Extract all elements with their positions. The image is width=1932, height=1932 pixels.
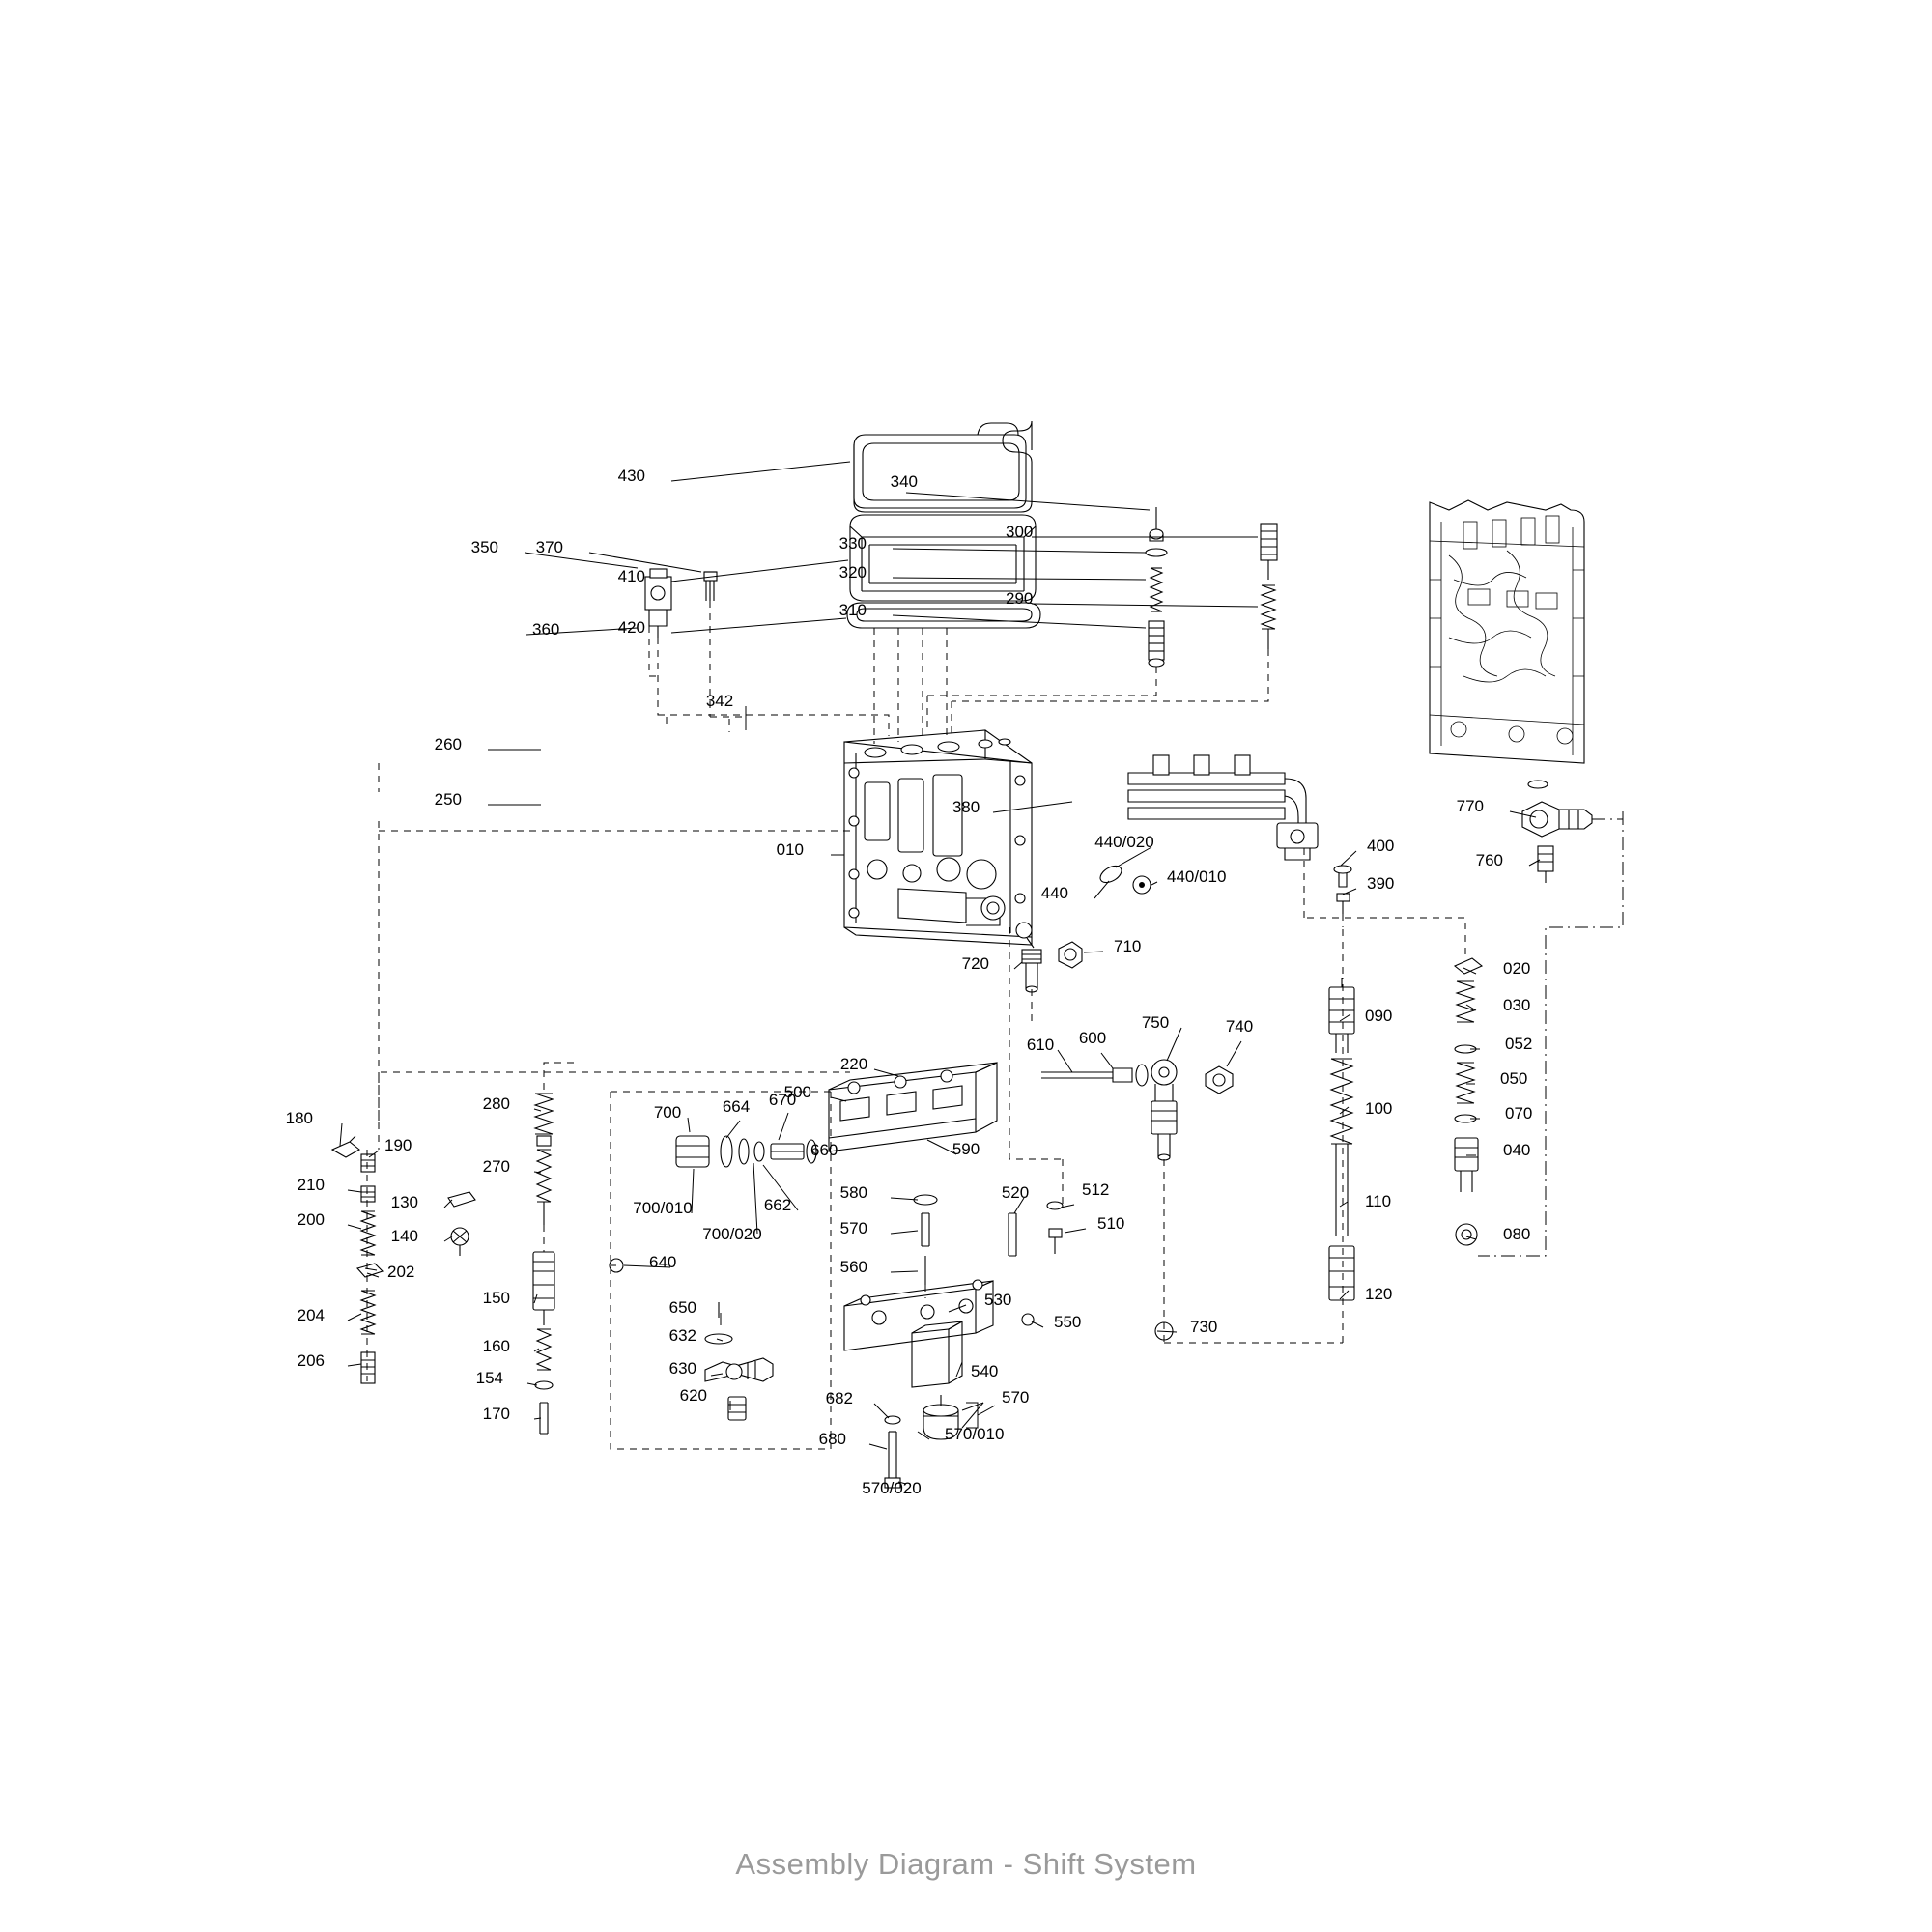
- callout-510: 510: [1097, 1214, 1125, 1233]
- callout-662: 662: [763, 1196, 792, 1214]
- callout-280: 280: [482, 1094, 510, 1113]
- callout-180: 180: [285, 1109, 313, 1127]
- callout-760: 760: [1475, 851, 1503, 869]
- callout-570-b: 570: [1002, 1388, 1030, 1406]
- part-wiring-harness-380: [1128, 755, 1318, 860]
- callout-320: 320: [838, 563, 867, 582]
- callout-440-020: 440/020: [1094, 833, 1154, 851]
- callout-100: 100: [1365, 1099, 1393, 1118]
- callout-120: 120: [1365, 1285, 1393, 1303]
- callout-390: 390: [1367, 874, 1395, 893]
- callout-600: 600: [1078, 1029, 1107, 1047]
- callout-380: 380: [952, 798, 980, 816]
- part-control-plate-right: [1430, 500, 1584, 763]
- part-column-left: [332, 1136, 383, 1383]
- callout-400: 400: [1367, 837, 1395, 855]
- callout-560: 560: [839, 1258, 867, 1276]
- part-group-solenoid-350: [645, 569, 717, 638]
- callout-202: 202: [387, 1263, 415, 1281]
- part-main-valve-housing: [844, 730, 1032, 945]
- callout-200: 200: [297, 1210, 325, 1229]
- part-group-750-740: [1151, 1060, 1233, 1160]
- callout-190: 190: [384, 1136, 412, 1154]
- callout-300: 300: [1006, 523, 1034, 541]
- callout-660: 660: [810, 1141, 838, 1159]
- callout-700-010: 700/010: [633, 1199, 693, 1217]
- callout-710: 710: [1114, 937, 1142, 955]
- callout-220: 220: [839, 1055, 868, 1073]
- callout-520: 520: [1001, 1183, 1030, 1202]
- callout-500: 500: [783, 1083, 811, 1101]
- callout-700: 700: [653, 1103, 682, 1122]
- assembly-guide-lines: [367, 601, 1623, 1449]
- callout-770: 770: [1456, 797, 1484, 815]
- part-plate-220: [829, 1063, 997, 1151]
- callout-260: 260: [434, 735, 462, 753]
- callout-080: 080: [1503, 1225, 1531, 1243]
- callout-430: 430: [617, 467, 645, 485]
- callout-010: 010: [776, 840, 804, 859]
- part-group-400-390: [1334, 866, 1351, 914]
- callout-030: 030: [1503, 996, 1531, 1014]
- callout-050: 050: [1500, 1069, 1528, 1088]
- callout-020: 020: [1503, 959, 1531, 978]
- callout-420: 420: [617, 618, 645, 637]
- callout-340: 340: [890, 472, 918, 491]
- callout-630: 630: [668, 1359, 696, 1378]
- callout-620: 620: [679, 1386, 707, 1405]
- callout-310: 310: [838, 601, 867, 619]
- callout-750: 750: [1141, 1013, 1170, 1032]
- part-group-center: [844, 1195, 1063, 1488]
- callout-410: 410: [617, 567, 645, 585]
- callout-440: 440: [1040, 884, 1068, 902]
- callout-512: 512: [1082, 1180, 1110, 1199]
- callout-140: 140: [390, 1227, 418, 1245]
- callout-154: 154: [475, 1369, 503, 1387]
- part-column-090: [1329, 978, 1354, 1300]
- callout-360: 360: [532, 620, 560, 639]
- callout-590: 590: [952, 1140, 980, 1158]
- callout-570-010: 570/010: [945, 1425, 1005, 1443]
- callout-670: 670: [768, 1091, 797, 1109]
- callout-204: 204: [297, 1306, 325, 1324]
- callout-650: 650: [668, 1298, 696, 1317]
- callout-682: 682: [825, 1389, 853, 1407]
- callout-700-020: 700/020: [702, 1225, 762, 1243]
- callout-570-020: 570/020: [862, 1479, 922, 1497]
- callout-730: 730: [1190, 1318, 1218, 1336]
- callout-640: 640: [649, 1253, 677, 1271]
- part-group-720-710: [1016, 923, 1082, 992]
- figure-caption: Assembly Diagram - Shift System: [735, 1847, 1197, 1881]
- callout-342: 342: [705, 692, 734, 710]
- callout-250: 250: [434, 790, 462, 809]
- callout-610: 610: [1026, 1036, 1055, 1054]
- callout-040: 040: [1503, 1141, 1531, 1159]
- part-column-far-right: [1455, 958, 1482, 1245]
- callout-530: 530: [984, 1291, 1012, 1309]
- callout-052: 052: [1505, 1035, 1533, 1053]
- callout-740: 740: [1225, 1017, 1254, 1036]
- callout-070: 070: [1505, 1104, 1533, 1122]
- callout-570: 570: [839, 1219, 867, 1237]
- callout-270: 270: [482, 1157, 510, 1176]
- callout-540: 540: [971, 1362, 999, 1380]
- callout-150: 150: [482, 1289, 510, 1307]
- callout-130: 130: [390, 1193, 418, 1211]
- callout-550: 550: [1054, 1313, 1082, 1331]
- callout-440-010: 440/010: [1167, 867, 1227, 886]
- callout-210: 210: [297, 1176, 325, 1194]
- callout-680: 680: [818, 1430, 846, 1448]
- callout-206: 206: [297, 1351, 325, 1370]
- part-group-pin-springs: [1146, 507, 1167, 667]
- part-group-440: [1097, 863, 1151, 894]
- callout-720: 720: [961, 954, 989, 973]
- part-group-770-760: [1522, 781, 1592, 883]
- callout-090: 090: [1365, 1007, 1393, 1025]
- part-group-300-290: [1261, 524, 1277, 649]
- callout-290: 290: [1006, 589, 1034, 608]
- callout-170: 170: [482, 1405, 510, 1423]
- callout-664: 664: [722, 1097, 751, 1116]
- callout-632: 632: [668, 1326, 696, 1345]
- callout-160: 160: [482, 1337, 510, 1355]
- callout-330: 330: [838, 534, 867, 553]
- part-group-700: [676, 1136, 816, 1167]
- callout-350: 350: [470, 538, 498, 556]
- callout-370: 370: [535, 538, 563, 556]
- part-group-610-600: [1041, 1065, 1148, 1086]
- callout-110: 110: [1365, 1192, 1392, 1210]
- callout-580: 580: [839, 1183, 867, 1202]
